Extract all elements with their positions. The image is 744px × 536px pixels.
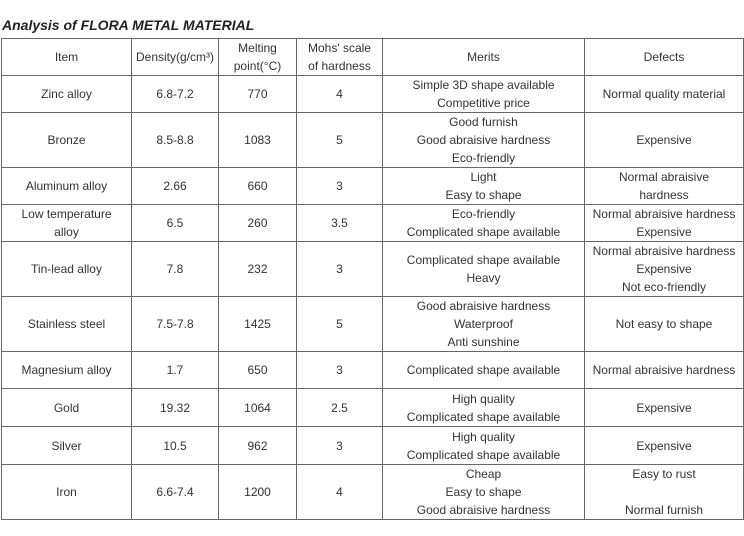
page-title: Analysis of FLORA METAL MATERIAL [2,17,255,33]
table-row [2,168,744,205]
mohs-cell: 3 [297,168,383,205]
melting-cell: 260 [219,205,297,242]
defects-cell: Normal abraisive hardness Expensive Not eco-friendly [585,242,744,297]
item-cell: Bronze [2,113,132,168]
merits-cell: High quality Complicated shape available [383,389,585,427]
defects-cell: Easy to rust Normal furnish [585,465,744,520]
defects-cell: Normal abraisive hardness [585,352,744,389]
merits-cell: Good furnish Good abraisive hardness Eco-friendly [383,113,585,168]
table-row [2,76,744,113]
item-cell: Iron [2,465,132,520]
merits-cell: Eco-friendly Complicated shape available [383,205,585,242]
merits-cell: Complicated shape available [383,352,585,389]
melting-cell: 1083 [219,113,297,168]
item-cell: Stainless steel [2,297,132,352]
melting-cell: 1064 [219,389,297,427]
item-cell: Low temperature alloy [2,205,132,242]
density-cell: 6.6-7.4 [132,465,219,520]
melting-cell: 232 [219,242,297,297]
table-row [2,297,744,352]
merits-cell: Complicated shape available Heavy [383,242,585,297]
item-cell: Zinc alloy [2,76,132,113]
melting-cell: 660 [219,168,297,205]
merits-cell: Good abraisive hardness Waterproof Anti sunshine [383,297,585,352]
merits-cell: Simple 3D shape available Competitive price [383,76,585,113]
density-cell: 1.7 [132,352,219,389]
density-cell: 7.8 [132,242,219,297]
mohs-cell: 4 [297,465,383,520]
header-merits: Merits [383,39,585,76]
mohs-cell: 3.5 [297,205,383,242]
defects-cell: Normal abraisive hardness Expensive [585,205,744,242]
merits-cell: High quality Complicated shape available [383,427,585,465]
defects-cell: Expensive [585,389,744,427]
density-cell: 8.5-8.8 [132,113,219,168]
metal-analysis-table [1,38,744,520]
table-row [2,389,744,427]
defects-cell: Not easy to shape [585,297,744,352]
table-row [2,465,744,520]
density-cell: 10.5 [132,427,219,465]
header-row [2,39,744,76]
mohs-cell: 5 [297,297,383,352]
item-cell: Silver [2,427,132,465]
item-cell: Gold [2,389,132,427]
table-row [2,352,744,389]
merits-cell: Light Easy to shape [383,168,585,205]
mohs-cell: 3 [297,242,383,297]
table-row [2,242,744,297]
merits-cell: Cheap Easy to shape Good abraisive hardness [383,465,585,520]
mohs-cell: 3 [297,352,383,389]
mohs-cell: 4 [297,76,383,113]
table-row [2,427,744,465]
mohs-cell: 3 [297,427,383,465]
defects-cell: Normal abraisive hardness [585,168,744,205]
item-cell: Aluminum alloy [2,168,132,205]
mohs-cell: 5 [297,113,383,168]
item-cell: Tin-lead alloy [2,242,132,297]
header-mohs-hardness: Mohs' scale of hardness [297,39,383,76]
melting-cell: 650 [219,352,297,389]
header-melting-point: Melting point(°C) [219,39,297,76]
density-cell: 7.5-7.8 [132,297,219,352]
melting-cell: 770 [219,76,297,113]
header-item: Item [2,39,132,76]
mohs-cell: 2.5 [297,389,383,427]
header-defects: Defects [585,39,744,76]
table-row [2,205,744,242]
defects-cell: Expensive [585,113,744,168]
density-cell: 6.8-7.2 [132,76,219,113]
density-cell: 6.5 [132,205,219,242]
melting-cell: 962 [219,427,297,465]
density-cell: 19.32 [132,389,219,427]
melting-cell: 1425 [219,297,297,352]
melting-cell: 1200 [219,465,297,520]
item-cell: Magnesium alloy [2,352,132,389]
table-row [2,113,744,168]
density-cell: 2.66 [132,168,219,205]
defects-cell: Normal quality material [585,76,744,113]
defects-cell: Expensive [585,427,744,465]
header-density: Density(g/cm³) [132,39,219,76]
